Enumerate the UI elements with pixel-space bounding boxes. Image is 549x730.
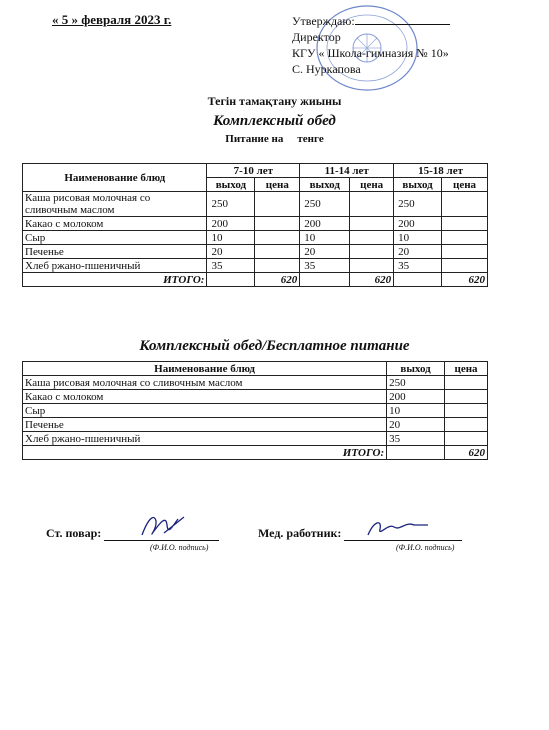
output-cell: 200 bbox=[387, 390, 445, 404]
table-row bbox=[23, 376, 488, 390]
col-header-output: выход bbox=[394, 178, 442, 192]
output-cell: 20 bbox=[394, 245, 442, 259]
medic-signature-block bbox=[258, 526, 462, 541]
total-value: 620 bbox=[350, 273, 394, 287]
table-row bbox=[23, 432, 488, 446]
table-row bbox=[23, 245, 488, 259]
output-cell: 10 bbox=[394, 231, 442, 245]
table-row bbox=[23, 217, 488, 231]
output-cell: 10 bbox=[207, 231, 255, 245]
col-header-output: выход bbox=[300, 178, 350, 192]
dish-name: Какао с молоком bbox=[23, 390, 387, 404]
output-cell: 35 bbox=[394, 259, 442, 273]
table-row bbox=[23, 259, 488, 273]
price-cell bbox=[445, 390, 488, 404]
output-cell: 200 bbox=[300, 217, 350, 231]
price-cell bbox=[445, 404, 488, 418]
output-cell: 250 bbox=[300, 192, 350, 217]
main-title: Комплексный обед bbox=[213, 113, 336, 129]
col-header-dish: Наименование блюд bbox=[23, 362, 387, 376]
price-cell bbox=[255, 231, 300, 245]
table-row bbox=[23, 192, 488, 217]
output-cell: 35 bbox=[207, 259, 255, 273]
table-row bbox=[23, 231, 488, 245]
price-cell bbox=[442, 245, 488, 259]
cook-signature-block bbox=[46, 526, 219, 541]
kazakh-title: Тегін тамақтану жиыны bbox=[207, 94, 342, 108]
total-value: 620 bbox=[445, 446, 488, 460]
cook-signature-note: (Ф.И.О. подпись) bbox=[150, 543, 209, 552]
col-header-price: цена bbox=[350, 178, 394, 192]
price-cell bbox=[350, 192, 394, 217]
price-cell bbox=[255, 192, 300, 217]
price-cell bbox=[442, 259, 488, 273]
section2-title: Комплексный обед/Бесплатное питание bbox=[139, 338, 410, 354]
price-cell bbox=[442, 231, 488, 245]
cook-label: Ст. повар: bbox=[46, 526, 102, 540]
price-cell bbox=[255, 245, 300, 259]
total-label: ИТОГО: bbox=[23, 446, 387, 460]
dish-name: Хлеб ржано-пшеничный bbox=[23, 259, 207, 273]
price-cell bbox=[255, 259, 300, 273]
price-cell bbox=[350, 259, 394, 273]
output-cell: 10 bbox=[300, 231, 350, 245]
col-header-price: цена bbox=[442, 178, 488, 192]
approval-name: С. Нуркапова bbox=[292, 62, 361, 76]
price-cell bbox=[445, 432, 488, 446]
dish-name: Каша рисовая молочная со сливочным маслом bbox=[23, 376, 387, 390]
approval-role: Директор bbox=[292, 30, 341, 44]
approval-title: Утверждаю: bbox=[292, 14, 355, 28]
col-header-group: 11-14 лет bbox=[300, 164, 394, 178]
total-output-cell bbox=[387, 446, 445, 460]
subtitle-right: тенге bbox=[297, 133, 324, 145]
medic-signature-note: (Ф.И.О. подпись) bbox=[396, 543, 455, 552]
col-header-dish: Наименование блюд bbox=[23, 164, 207, 192]
output-cell: 20 bbox=[387, 418, 445, 432]
price-cell bbox=[442, 217, 488, 231]
cook-signature bbox=[134, 509, 194, 543]
menu-table-free-meals bbox=[22, 361, 488, 460]
approval-signature-line bbox=[355, 14, 450, 25]
price-cell bbox=[255, 217, 300, 231]
menu-table-age-groups bbox=[22, 163, 488, 287]
table-row bbox=[23, 390, 488, 404]
price-cell bbox=[350, 217, 394, 231]
col-header-output: выход bbox=[387, 362, 445, 376]
dish-name: Хлеб ржано-пшеничный bbox=[23, 432, 387, 446]
dish-name: Каша рисовая молочная со сливочным маслом bbox=[23, 192, 207, 217]
total-row bbox=[23, 273, 488, 287]
total-row bbox=[23, 446, 488, 460]
output-cell: 200 bbox=[394, 217, 442, 231]
col-header-group: 7-10 лет bbox=[207, 164, 300, 178]
medic-signature-line bbox=[344, 529, 462, 541]
medic-label: Мед. работник: bbox=[258, 526, 342, 540]
col-header-price: цена bbox=[445, 362, 488, 376]
output-cell: 200 bbox=[207, 217, 255, 231]
approval-org: КГУ « Школа-гимназия № 10» bbox=[292, 46, 449, 60]
col-header-price: цена bbox=[255, 178, 300, 192]
table-row bbox=[23, 418, 488, 432]
dish-name: Печенье bbox=[23, 418, 387, 432]
price-cell bbox=[350, 231, 394, 245]
dish-name: Сыр bbox=[23, 404, 387, 418]
total-output-cell bbox=[207, 273, 255, 287]
output-cell: 250 bbox=[394, 192, 442, 217]
col-header-group: 15-18 лет bbox=[394, 164, 488, 178]
approval-block bbox=[292, 13, 450, 77]
subtitle bbox=[0, 133, 549, 145]
output-cell: 20 bbox=[300, 245, 350, 259]
medic-signature bbox=[364, 513, 434, 543]
subtitle-left: Питание на bbox=[225, 133, 284, 145]
col-header-output: выход bbox=[207, 178, 255, 192]
total-output-cell bbox=[394, 273, 442, 287]
total-value: 620 bbox=[442, 273, 488, 287]
output-cell: 250 bbox=[387, 376, 445, 390]
output-cell: 10 bbox=[387, 404, 445, 418]
table-row bbox=[23, 404, 488, 418]
price-cell bbox=[445, 418, 488, 432]
document-date: « 5 » февраля 2023 г. bbox=[52, 12, 172, 27]
dish-name: Какао с молоком bbox=[23, 217, 207, 231]
price-cell bbox=[442, 192, 488, 217]
total-value: 620 bbox=[255, 273, 300, 287]
price-cell bbox=[350, 245, 394, 259]
total-output-cell bbox=[300, 273, 350, 287]
price-cell bbox=[445, 376, 488, 390]
cook-signature-line bbox=[104, 529, 219, 541]
output-cell: 250 bbox=[207, 192, 255, 217]
total-label: ИТОГО: bbox=[23, 273, 207, 287]
output-cell: 35 bbox=[300, 259, 350, 273]
dish-name: Печенье bbox=[23, 245, 207, 259]
dish-name: Сыр bbox=[23, 231, 207, 245]
output-cell: 20 bbox=[207, 245, 255, 259]
output-cell: 35 bbox=[387, 432, 445, 446]
